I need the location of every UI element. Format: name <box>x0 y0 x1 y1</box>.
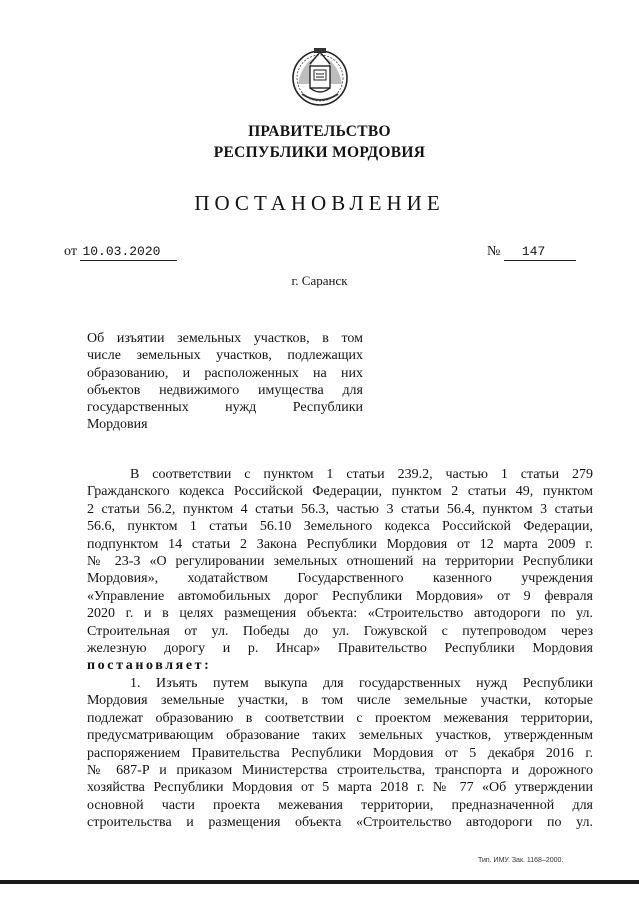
subject-line: объектов недвижимого имущества для <box>87 382 363 398</box>
bottom-rule <box>0 880 639 884</box>
government-title-line2: РЕСПУБЛИКИ МОРДОВИЯ <box>213 144 426 161</box>
document-date: 10.03.2020 <box>80 244 177 261</box>
body-line-resolves: постановляет: <box>87 658 212 674</box>
body-line: распоряжением Правительства Республики Мордовия от 5 декабря 2016 г. <box>87 745 593 761</box>
body-line: 1. Изъять путем выкупа для государственных нужд Республики <box>130 675 593 691</box>
body-line: подпунктом 14 статьи 2 Закона Республики Мордовия от 12 марта 2009 г. <box>87 536 593 552</box>
date-prefix: от <box>64 244 77 259</box>
body-line: 2020 г. и в целях размещения объекта: «Строительство автодороги по ул. <box>87 606 593 622</box>
body-line: железную дорогу и р. Инсар» Правительство Республики Мордовия <box>87 641 593 657</box>
document-number-row <box>487 242 576 262</box>
body-line: предусматривающим образование таких земельных участков, утвержденным <box>87 728 593 744</box>
body-line: Мордовия», ходатайством Государственного казенного учреждения <box>87 571 593 587</box>
body-line: подлежат образованию в соответствии с проектом межевания территории, <box>87 710 593 726</box>
document-body <box>87 466 593 832</box>
print-mark: Тип. ИМУ. Зак. 1168–2000. <box>478 857 564 864</box>
subject-line: образованию, и расположенных на них <box>87 365 363 381</box>
document-type-title: ПОСТАНОВЛЕНИЕ <box>194 191 445 215</box>
subject-line: государственных нужд Республики <box>87 400 363 416</box>
body-line: хозяйства Республики Мордовия от 5 марта 2018 г. № 77 «Об утверждении <box>87 780 593 796</box>
body-line: Мордовия земельные участки, в том числе земельные участки, которые <box>87 693 593 709</box>
body-line: основной части проекта межевания территории, предназначенной для <box>87 797 593 813</box>
body-line: строительства и размещения объекта «Строительство автодороги по ул. <box>87 815 593 831</box>
document-date-row <box>64 242 177 262</box>
subject-line: числе земельных участков, подлежащих <box>87 348 363 364</box>
body-line: № 687-Р и приказом Министерства строительства, транспорта и дорожного <box>87 762 593 778</box>
body-line: Строительная от ул. Победы до ул. Гожувской с путепроводом через <box>87 623 593 639</box>
document-number: 147 <box>504 244 576 261</box>
body-line: «Управление автомобильных дорог Республики Мордовия» от 9 февраля <box>87 588 593 604</box>
subject-line: Мордовия <box>87 417 148 433</box>
government-title-line1: ПРАВИТЕЛЬСТВО <box>248 123 391 140</box>
body-line: В соответствии с пунктом 1 статьи 239.2, частью 1 статьи 279 <box>130 467 593 482</box>
coat-of-arms-icon <box>288 44 352 108</box>
body-line: Гражданского кодекса Российской Федерации, пунктом 2 статьи 49, пунктом <box>87 484 593 500</box>
body-line: № 23-З «О регулировании земельных отношений на территории Республики <box>87 554 593 570</box>
body-line: 2 статьи 56.2, пунктом 4 статьи 56.3, частью 3 статьи 56.4, пунктом 3 статьи <box>87 501 593 517</box>
number-prefix: № <box>487 244 501 259</box>
body-line: 56.6, пунктом 1 статьи 56.10 Земельного кодекса Российской Федерации, <box>87 519 593 535</box>
document-city: г. Саранск <box>291 273 348 288</box>
subject-line: Об изъятии земельных участков, в том <box>87 331 363 346</box>
document-subject <box>87 330 363 434</box>
